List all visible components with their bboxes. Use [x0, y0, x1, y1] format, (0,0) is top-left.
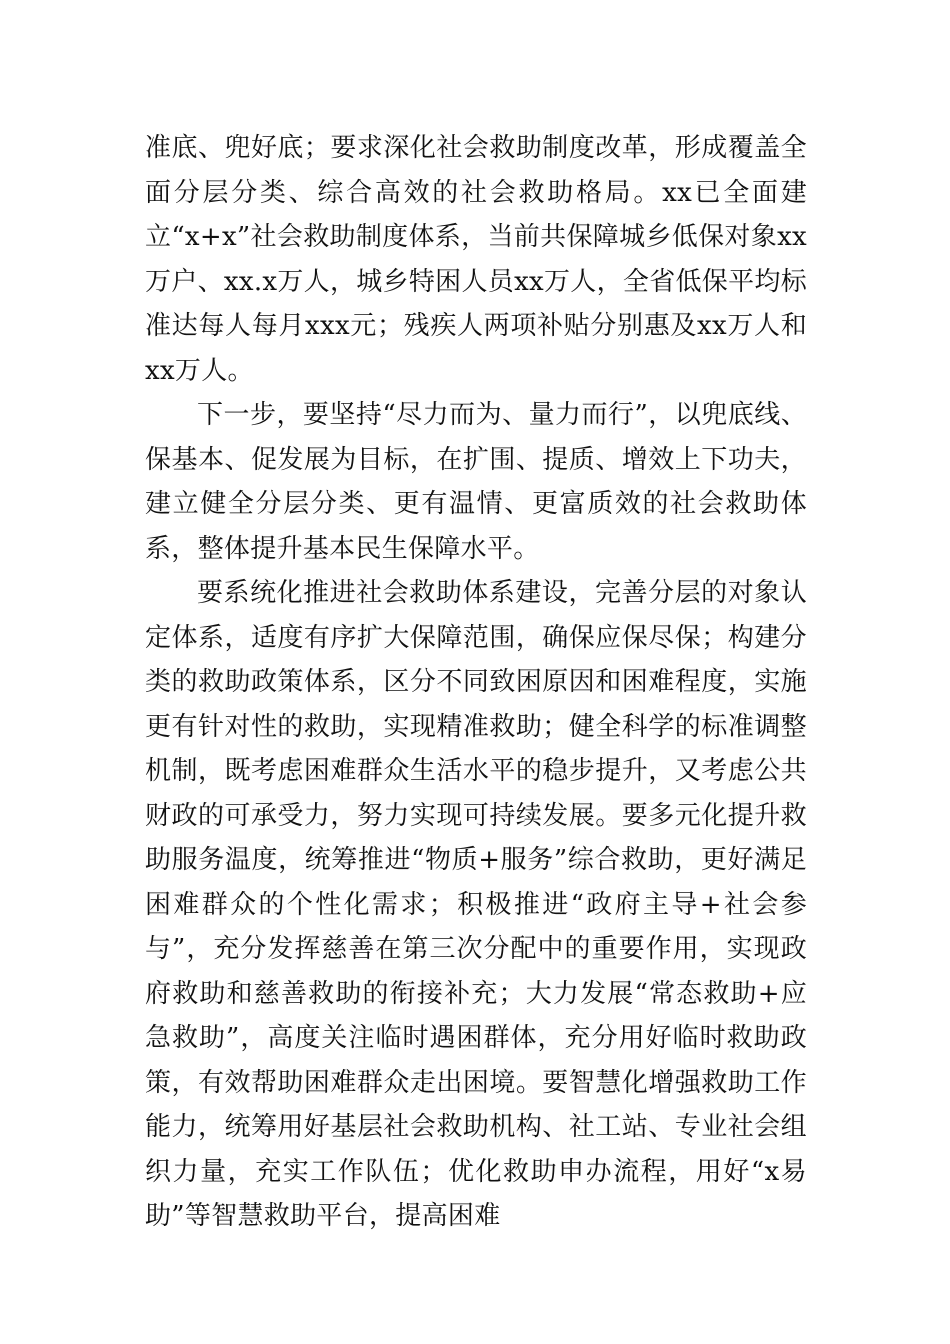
paragraph-continuation: 准底、兜好底；要求深化社会救助制度改革，形成覆盖全面分层分类、综合高效的社会救助格局。xx已全面建立“x+x”社会救助制度体系，当前共保障城乡低保对象xx万户、xx.x万人，城乡特困人员xx万人，全省低保平均标准达每人每月xxx元；残疾人两项补贴分别惠及xx万人和xx万人。 — [145, 133, 807, 386]
paragraph-measures: 要系统化推进社会救助体系建设，完善分层的对象认定体系，适度有序扩大保障范围，确保应保尽保；构建分类的救助政策体系，区分不同致困原因和困难程度，实施更有针对性的救助，实现精准救助；健全科学的标准调整机制，既考虑困难群众生活水平的稳步提升，又考虑公共财政的可承受力，努力实现可持续发展。要多元化提升救助服务温度，统筹推进“物质+服务”综合救助，更好满足困难群众的个性化需求；积极推进“政府主导+社会参与”，充分发挥慈善在第三次分配中的重要作用，实现政府救助和慈善救助的衔接补充；大力发展“常态救助+应急救助”，高度关注临时遇困群体，充分用好临时救助政策，有效帮助困难群众走出困境。要智慧化增强救助工作能力，统筹用好基层社会救助机构、社工站、专业社会组织力量，充实工作队伍；优化救助申办流程，用好“x易助”等智慧救助平台，提高困难 — [145, 578, 807, 1231]
document-body — [145, 126, 807, 1239]
paragraph-next-steps: 下一步，要坚持“尽力而为、量力而行”，以兜底线、保基本、促发展为目标，在扩围、提质、增效上下功夫，建立健全分层分类、更有温情、更富质效的社会救助体系，整体提升基本民生保障水平。 — [145, 400, 807, 564]
